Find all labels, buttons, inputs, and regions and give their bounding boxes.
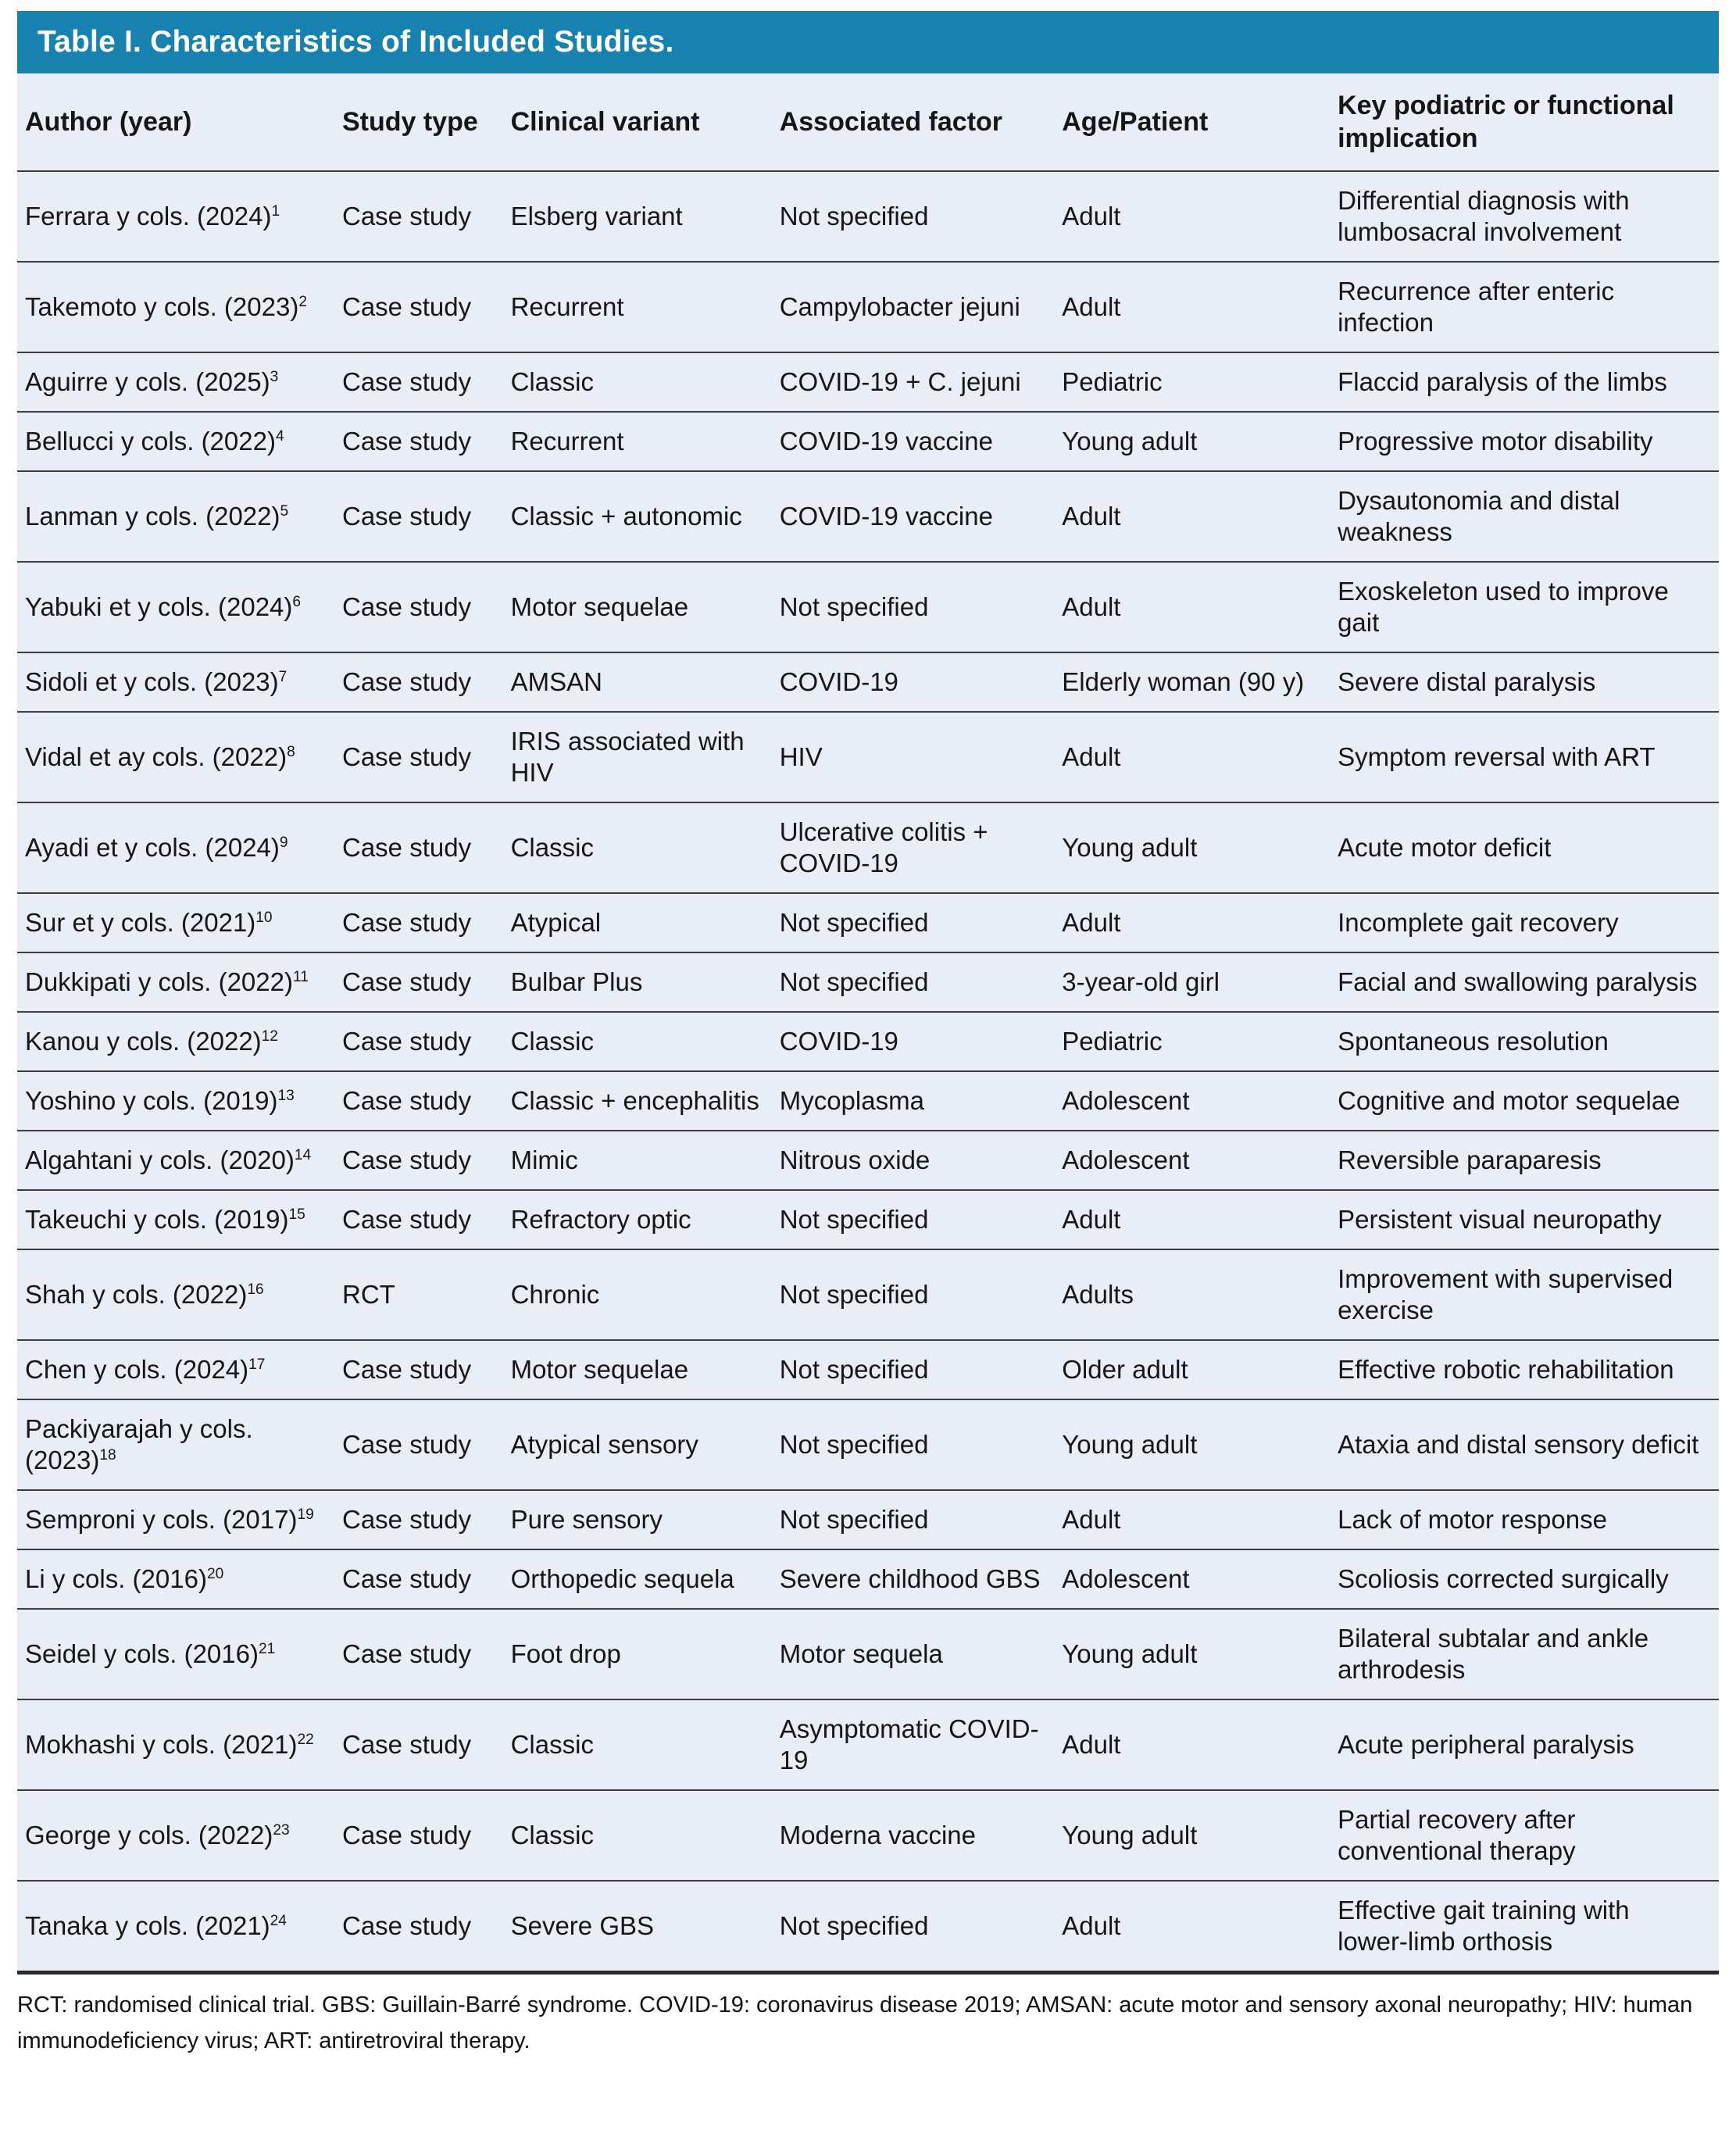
cell-clinical-variant: Foot drop [511, 1609, 780, 1699]
cell-author [17, 562, 342, 652]
author-text: Yabuki et y cols. (2024) [25, 592, 293, 621]
cell-author [17, 471, 342, 562]
reference-superscript: 14 [294, 1147, 312, 1163]
author-text: Seidel y cols. (2016) [25, 1639, 259, 1668]
cell-author [17, 1699, 342, 1790]
cell-clinical-variant: Atypical sensory [511, 1399, 780, 1490]
cell-clinical-variant: Recurrent [511, 262, 780, 352]
cell-study-type: Case study [342, 1699, 511, 1790]
cell-author [17, 1071, 342, 1131]
table-row [17, 262, 1719, 352]
cell-study-type: Case study [342, 1340, 511, 1399]
author-text: Chen y cols. (2024) [25, 1355, 249, 1384]
cell-author [17, 1881, 342, 1973]
cell-clinical-variant: Mimic [511, 1131, 780, 1190]
cell-clinical-variant: Motor sequelae [511, 562, 780, 652]
cell-study-type: Case study [342, 471, 511, 562]
cell-clinical-variant: Classic [511, 1790, 780, 1881]
author-text: Takemoto y cols. (2023) [25, 292, 299, 321]
cell-age-patient: Adult [1062, 1190, 1338, 1249]
cell-associated-factor: Motor sequela [780, 1609, 1063, 1699]
cell-author [17, 893, 342, 952]
reference-superscript: 8 [287, 744, 295, 760]
cell-clinical-variant: Orthopedic sequela [511, 1549, 780, 1609]
cell-study-type: Case study [342, 1012, 511, 1071]
table-row [17, 952, 1719, 1012]
reference-superscript: 18 [99, 1447, 116, 1463]
author-text: Takeuchi y cols. (2019) [25, 1205, 289, 1234]
cell-age-patient: Adolescent [1062, 1549, 1338, 1609]
cell-study-type: Case study [342, 1490, 511, 1549]
cell-author [17, 1490, 342, 1549]
author-text: Semproni y cols. (2017) [25, 1505, 298, 1534]
cell-study-type: Case study [342, 412, 511, 471]
cell-associated-factor: Not specified [780, 1249, 1063, 1340]
cell-clinical-variant: Refractory optic [511, 1190, 780, 1249]
cell-author [17, 352, 342, 412]
cell-associated-factor: Not specified [780, 1490, 1063, 1549]
cell-clinical-variant: Bulbar Plus [511, 952, 780, 1012]
table-body [17, 171, 1719, 1973]
cell-author [17, 1340, 342, 1399]
author-text: Tanaka y cols. (2021) [25, 1911, 270, 1940]
author-text: Kanou y cols. (2022) [25, 1027, 262, 1056]
cell-age-patient: Adult [1062, 202, 1121, 231]
reference-superscript: 20 [206, 1566, 224, 1582]
cell-author [17, 1131, 342, 1190]
cell-study-type: Case study [342, 262, 511, 352]
table-title-bar [17, 11, 1719, 73]
cell-clinical-variant: Classic [511, 352, 780, 412]
author-text: Yoshino y cols. (2019) [25, 1086, 278, 1115]
cell-associated-factor: Not specified [780, 952, 1063, 1012]
cell-associated-factor: Severe childhood GBS [780, 1549, 1063, 1609]
cell-clinical-variant: Atypical [511, 893, 780, 952]
cell-author [17, 1790, 342, 1881]
author-text: Algahtani y cols. (2020) [25, 1145, 295, 1174]
cell-implication: Differential diagnosis with lumbosacral involvement [1338, 186, 1630, 246]
cell-age-patient: Elderly woman (90 y) [1062, 652, 1338, 712]
cell-author [17, 171, 342, 262]
col-header-implication: Key podiatric or functional implication [1338, 73, 1719, 171]
cell-author [17, 1249, 342, 1340]
cell-implication: Symptom reversal with ART [1338, 712, 1719, 802]
cell-associated-factor: HIV [780, 712, 1063, 802]
cell-implication: Dysautonomia and distal weakness [1338, 471, 1719, 562]
table-row [17, 1190, 1719, 1249]
cell-implication: Incomplete gait recovery [1338, 893, 1719, 952]
cell-implication: Lack of motor response [1338, 1490, 1719, 1549]
cell-age-patient: Adult [1062, 712, 1338, 802]
cell-age-patient: Adult [1062, 262, 1338, 352]
cell-author [17, 802, 342, 893]
cell-associated-factor: Not specified [780, 1340, 1063, 1399]
cell-associated-factor: COVID-19 vaccine [780, 412, 1063, 471]
table-row [17, 712, 1719, 802]
table-title: Table I. Characteristics of Included Studies. [38, 25, 674, 59]
author-text: Dukkipati y cols. (2022) [25, 967, 293, 996]
cell-author [17, 1012, 342, 1071]
cell-implication: Acute peripheral paralysis [1338, 1699, 1719, 1790]
cell-implication: Effective gait training with lower-limb orthosis [1338, 1881, 1719, 1973]
cell-implication: Scoliosis corrected surgically [1338, 1549, 1719, 1609]
table-row [17, 471, 1719, 562]
reference-superscript: 6 [292, 594, 302, 610]
cell-associated-factor: COVID-19 [780, 1012, 1063, 1071]
cell-age-patient: Adolescent [1062, 1131, 1338, 1190]
author-text: Ferrara y cols. (2024) [25, 202, 272, 231]
cell-author [17, 1549, 342, 1609]
cell-clinical-variant: Recurrent [511, 412, 780, 471]
table-row [17, 802, 1719, 893]
cell-associated-factor: Not specified [780, 1399, 1063, 1490]
cell-study-type: Case study [342, 562, 511, 652]
cell-author [17, 412, 342, 471]
reference-superscript: 16 [247, 1281, 264, 1298]
reference-superscript: 19 [297, 1506, 314, 1523]
cell-clinical-variant: Elsberg variant [510, 202, 683, 231]
table-row [17, 1249, 1719, 1340]
cell-clinical-variant: AMSAN [511, 652, 780, 712]
table-row [17, 171, 1719, 262]
table-row [17, 562, 1719, 652]
cell-study-type: Case study [342, 652, 511, 712]
author-text: Sur et y cols. (2021) [25, 908, 256, 937]
table-row [17, 1340, 1719, 1399]
cell-associated-factor: COVID-19 vaccine [780, 471, 1063, 562]
cell-study-type: Case study [342, 712, 511, 802]
cell-implication: Spontaneous resolution [1338, 1012, 1719, 1071]
cell-implication: Ataxia and distal sensory deficit [1338, 1399, 1719, 1490]
author-text: Mokhashi y cols. (2021) [25, 1730, 298, 1759]
reference-superscript: 17 [248, 1356, 266, 1373]
cell-author [17, 262, 342, 352]
cell-age-patient: Adult [1062, 1490, 1338, 1549]
cell-associated-factor: Not specified [780, 562, 1063, 652]
cell-clinical-variant: IRIS associated with HIV [511, 712, 780, 802]
cell-author [17, 652, 342, 712]
cell-study-type: Case study [342, 1549, 511, 1609]
cell-associated-factor: Not specified [780, 1881, 1063, 1973]
cell-implication: Cognitive and motor sequelae [1338, 1071, 1719, 1131]
cell-implication: Recurrence after enteric infection [1338, 262, 1719, 352]
reference-superscript: 12 [261, 1028, 278, 1045]
cell-age-patient: Adult [1062, 562, 1338, 652]
cell-age-patient: Older adult [1062, 1340, 1338, 1399]
cell-study-type: Case study [342, 1131, 511, 1190]
cell-author [17, 712, 342, 802]
cell-author [17, 1190, 342, 1249]
reference-superscript: 11 [292, 969, 309, 985]
cell-study-type: Case study [342, 952, 511, 1012]
author-text: Ayadi et y cols. (2024) [25, 833, 280, 862]
reference-superscript: 9 [279, 834, 288, 851]
table-row [17, 1490, 1719, 1549]
table-row [17, 1012, 1719, 1071]
reference-superscript: 15 [288, 1206, 305, 1223]
reference-superscript: 3 [270, 369, 279, 385]
table-row [17, 1609, 1719, 1699]
cell-implication: Severe distal paralysis [1338, 652, 1719, 712]
table-row [17, 1549, 1719, 1609]
cell-implication: Persistent visual neuropathy [1338, 1190, 1719, 1249]
reference-superscript: 21 [258, 1641, 276, 1657]
cell-implication: Reversible paraparesis [1338, 1131, 1719, 1190]
cell-study-type: Case study [342, 1071, 511, 1131]
cell-implication: Progressive motor disability [1338, 412, 1719, 471]
cell-clinical-variant: Classic [511, 1012, 780, 1071]
author-text: George y cols. (2022) [25, 1821, 273, 1849]
cell-age-patient: Young adult [1062, 1609, 1338, 1699]
cell-associated-factor: Asymptomatic COVID-19 [780, 1699, 1063, 1790]
cell-clinical-variant: Classic + autonomic [511, 471, 780, 562]
cell-age-patient: Adult [1062, 471, 1338, 562]
table-row [17, 893, 1719, 952]
cell-age-patient: Pediatric [1062, 1012, 1338, 1071]
cell-clinical-variant: Motor sequelae [511, 1340, 780, 1399]
table-row [17, 1399, 1719, 1490]
cell-study-type: Case study [342, 893, 511, 952]
col-header-author: Author (year) [17, 73, 342, 171]
cell-clinical-variant: Severe GBS [511, 1881, 780, 1973]
reference-superscript: 5 [280, 503, 289, 520]
col-header-clinical-variant: Clinical variant [511, 73, 780, 171]
author-text: Bellucci y cols. (2022) [25, 427, 276, 456]
cell-age-patient: Young adult [1062, 412, 1338, 471]
table-row [17, 1131, 1719, 1190]
cell-age-patient: Young adult [1062, 802, 1338, 893]
cell-age-patient: Pediatric [1062, 352, 1338, 412]
reference-superscript: 24 [270, 1913, 287, 1929]
cell-study-type: RCT [342, 1249, 511, 1340]
cell-associated-factor: Not specified [780, 893, 1063, 952]
cell-associated-factor: Not specified [779, 202, 929, 231]
cell-associated-factor: COVID-19 + C. jejuni [780, 352, 1063, 412]
cell-associated-factor: Ulcerative colitis + COVID-19 [780, 802, 1063, 893]
cell-age-patient: Adult [1062, 1699, 1338, 1790]
author-text: Shah y cols. (2022) [25, 1280, 248, 1309]
cell-study-type: Case study [342, 1399, 511, 1490]
table-row [17, 1699, 1719, 1790]
reference-superscript: 23 [273, 1822, 290, 1839]
cell-clinical-variant: Classic [511, 802, 780, 893]
author-text: Sidoli et y cols. (2023) [25, 667, 279, 696]
col-header-age-patient: Age/Patient [1062, 73, 1338, 171]
author-text: Aguirre y cols. (2025) [25, 367, 270, 396]
table-row [17, 1790, 1719, 1881]
col-header-study-type: Study type [342, 73, 511, 171]
cell-associated-factor: Nitrous oxide [780, 1131, 1063, 1190]
cell-implication: Improvement with supervised exercise [1338, 1249, 1719, 1340]
cell-associated-factor: Moderna vaccine [780, 1790, 1063, 1881]
author-text: Vidal et ay cols. (2022) [25, 742, 288, 771]
author-text: Li y cols. (2016) [25, 1564, 207, 1593]
cell-age-patient: Adult [1062, 1881, 1338, 1973]
cell-author [17, 952, 342, 1012]
cell-implication: Bilateral subtalar and ankle arthrodesis [1338, 1609, 1719, 1699]
reference-superscript: 7 [278, 669, 288, 685]
cell-study-type: Case study [342, 1190, 511, 1249]
cell-associated-factor: Not specified [780, 1190, 1063, 1249]
cell-clinical-variant: Chronic [511, 1249, 780, 1340]
cell-associated-factor: Campylobacter jejuni [780, 262, 1063, 352]
reference-superscript: 22 [297, 1732, 314, 1748]
cell-study-type: Case study [342, 352, 511, 412]
col-header-associated-factor: Associated factor [780, 73, 1063, 171]
cell-study-type: Case study [342, 1609, 511, 1699]
table-row [17, 412, 1719, 471]
cell-implication: Effective robotic rehabilitation [1338, 1340, 1719, 1399]
cell-associated-factor: Mycoplasma [780, 1071, 1063, 1131]
cell-study-type: Case study [342, 802, 511, 893]
header-row [17, 73, 1719, 171]
cell-study-type: Case study [341, 202, 472, 231]
table-row [17, 1881, 1719, 1973]
cell-clinical-variant: Classic + encephalitis [511, 1071, 780, 1131]
reference-superscript: 1 [271, 203, 280, 220]
cell-implication: Flaccid paralysis of the limbs [1338, 352, 1719, 412]
cell-clinical-variant: Classic [511, 1699, 780, 1790]
reference-superscript: 13 [277, 1088, 295, 1104]
author-text: Packiyarajah y cols. (2023) [25, 1414, 253, 1474]
cell-author [17, 1399, 342, 1490]
table-row [17, 352, 1719, 412]
cell-age-patient: 3-year-old girl [1062, 952, 1338, 1012]
reference-superscript: 2 [298, 294, 307, 310]
cell-author [17, 1609, 342, 1699]
reference-superscript: 4 [275, 428, 284, 445]
cell-age-patient: Young adult [1062, 1790, 1338, 1881]
studies-table [17, 73, 1719, 1975]
table-row [17, 652, 1719, 712]
reference-superscript: 10 [255, 910, 273, 926]
cell-implication: Exoskeleton used to improve gait [1338, 562, 1719, 652]
cell-age-patient: Young adult [1062, 1399, 1338, 1490]
table-row [17, 1071, 1719, 1131]
author-text: Lanman y cols. (2022) [25, 502, 280, 531]
footnote: RCT: randomised clinical trial. GBS: Guillain-Barré syndrome. COVID-19: coronavirus disease 2019; AMSAN: acute motor and sensory axonal neuropathy; HIV: human immunodeficiency virus; ART: antiretroviral therapy. [17, 1992, 1693, 2053]
cell-study-type: Case study [342, 1881, 511, 1973]
cell-clinical-variant: Pure sensory [511, 1490, 780, 1549]
cell-age-patient: Adult [1062, 893, 1338, 952]
cell-age-patient: Adults [1062, 1249, 1338, 1340]
cell-age-patient: Adolescent [1062, 1071, 1338, 1131]
cell-implication: Facial and swallowing paralysis [1338, 952, 1719, 1012]
cell-study-type: Case study [342, 1790, 511, 1881]
cell-implication: Partial recovery after conventional therapy [1338, 1790, 1719, 1881]
cell-associated-factor: COVID-19 [780, 652, 1063, 712]
cell-implication: Acute motor deficit [1338, 802, 1719, 893]
